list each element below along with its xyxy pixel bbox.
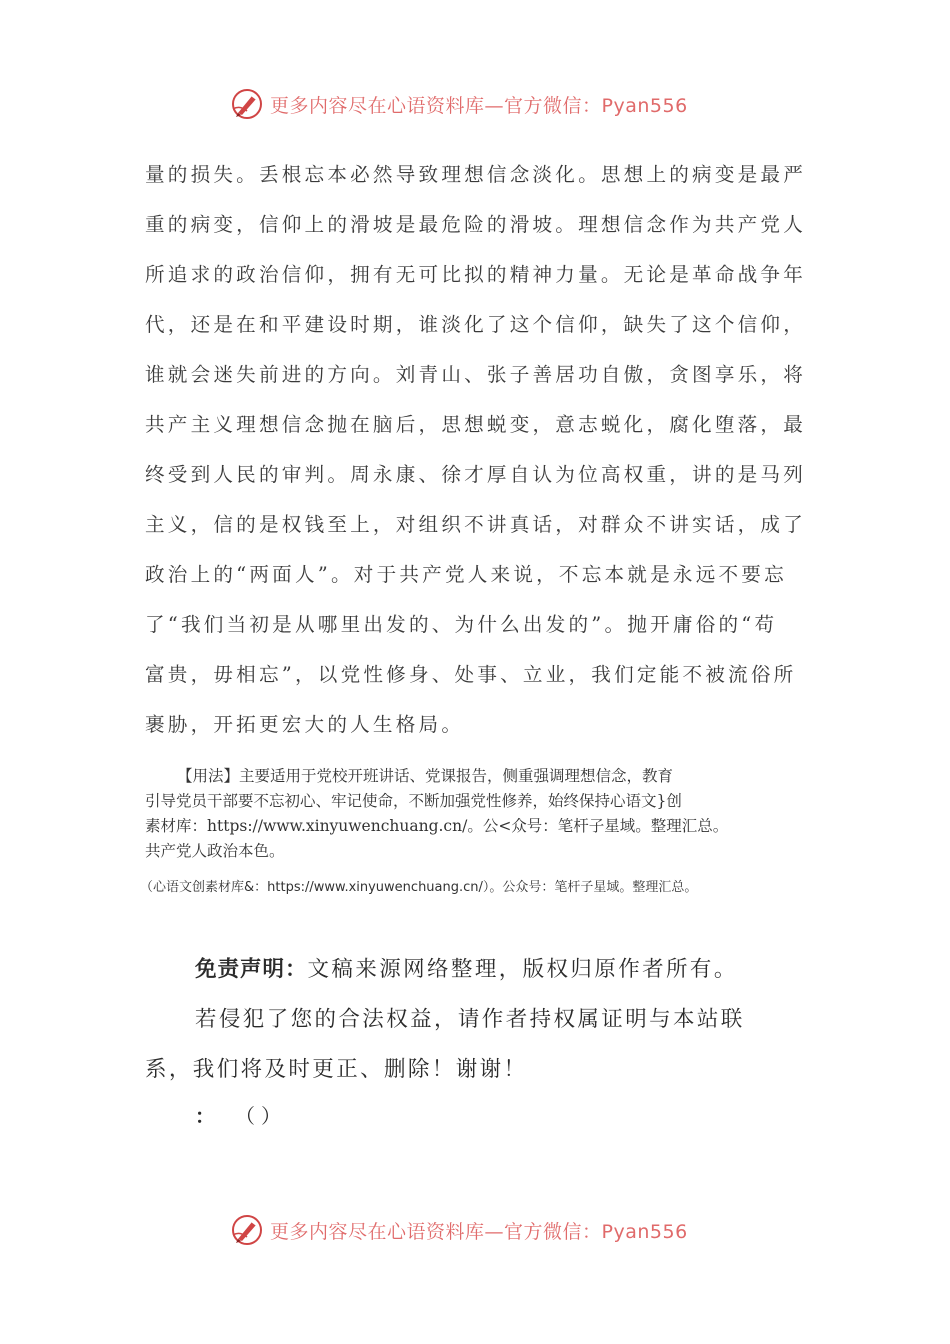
disclaimer-heading: 免责声明： [195,957,308,982]
header-banner [230,86,750,122]
body-line: 政治上的“两面人”。对于共产党人来说，不忘本就是永远不要忘 [145,563,787,586]
footer-banner [230,1212,750,1248]
main-content [140,150,815,898]
body-line: 终受到人民的审判。周永康、徐才厚自认为位高权重，讲的是马列 [145,463,807,486]
body-line: 所追求的政治信仰，拥有无可比拟的精神力量。无论是革命战争年 [145,263,807,286]
body-line: 重的病变，信仰上的滑坡是最危险的滑坡。理想信念作为共产党人 [145,213,807,236]
trailing-colon: ： [195,1104,215,1128]
usage-line: 引导党员干部要不忘初心、牢记使命，不断加强党性修养，始终保持心语文}创 [145,792,682,810]
body-line: 谁就会迷失前进的方向。刘青山、张子善居功自傲，贪图享乐，将 [145,363,807,386]
usage-note [145,764,815,864]
body-line: 了“我们当初是从哪里出发的、为什么出发的”。抛开庸俗的“苟 [145,613,778,636]
header-wechat-id: Pyan556 [601,94,688,117]
pen-logo-icon [230,1213,264,1247]
footer-wechat-id: Pyan556 [601,1220,688,1243]
trailing-marks [195,1100,287,1129]
body-line: 裹胁，开拓更宏大的人生格局。 [145,713,465,736]
source-note: （心语文创素材库&：https://www.xinyuwenchuang.cn/）。公众号：笔杆子星域。整理汇总。 [140,880,698,895]
disclaimer-line: 若侵犯了您的合法权益，请作者持权属证明与本站联 [195,1007,745,1032]
trailing-parens: （） [245,1104,287,1128]
pen-logo-icon [230,87,264,121]
disclaimer [145,945,825,1095]
body-line: 主义，信的是权钱至上，对组织不讲真话，对群众不讲实话，成了 [145,513,807,536]
usage-line: 主要适用于党校开班讲话、党课报告，侧重强调理想信念，教育 [239,767,674,785]
body-line: 共产主义理想信念抛在脑后，思想蜕变，意志蜕化，腐化堕落，最 [145,413,807,436]
body-line: 代，还是在和平建设时期，谁淡化了这个信仰，缺失了这个信仰， [145,313,807,336]
disclaimer-line: 系，我们将及时更正、删除！谢谢！ [145,1057,528,1082]
usage-tag: 【用法】 [177,767,240,785]
body-line: 富贵，毋相忘”，以党性修身、处事、立业，我们定能不被流俗所 [145,663,797,686]
header-banner-text: 更多内容尽在心语资料库—官方微信：Pyan556 [270,94,688,117]
disclaimer-text: 文稿来源网络整理，版权归原作者所有。 [307,957,738,982]
body-line: 量的损失。丢根忘本必然导致理想信念淡化。思想上的病变是最严 [145,163,807,186]
usage-line: 素材库：https://www.xinyuwenchuang.cn/。公<众号：笔杆子星域。整理汇总。 [145,817,729,835]
usage-line: 共产党人政治本色。 [145,842,285,860]
footer-banner-text: 更多内容尽在心语资料库—官方微信：Pyan556 [270,1220,688,1243]
body-paragraph [145,150,815,750]
